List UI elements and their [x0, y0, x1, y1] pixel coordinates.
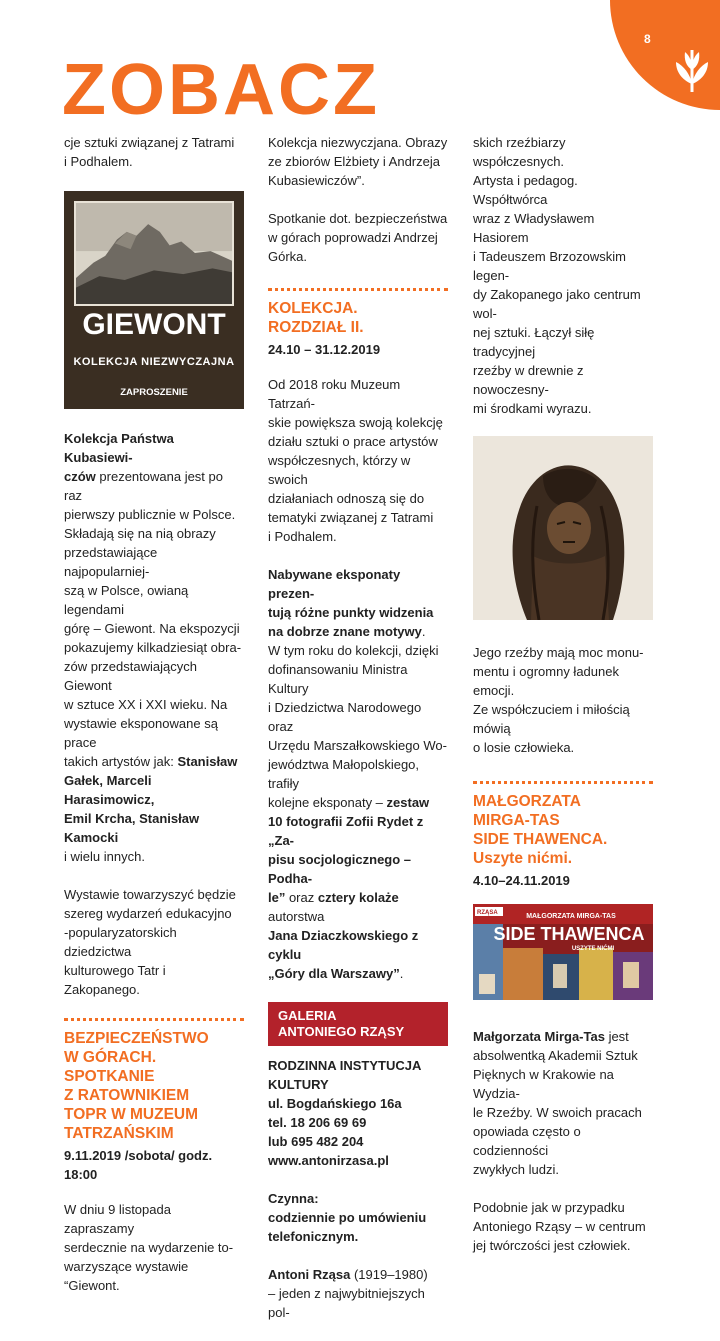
acq-bold-4: Jana Dziaczkowskiego z cyklu „Góry dla Warszawy”: [268, 928, 419, 981]
column-1: [64, 133, 244, 1314]
events-paragraph: Wystawie towarzyszyć będzie szereg wydarzeń edukacyjno -popularyzatorskich dziedzictwa kulturowego Tatr i Zakopanego.: [64, 887, 236, 997]
gallery-contact: RODZINNA INSTYTUCJA KULTURY ul. Bogdańskiego 16a tel. 18 206 69 69 lub 695 482 204 www.antonirzasa.pl: [268, 1058, 422, 1168]
side-thawenca-banner: [473, 904, 653, 1000]
dotted-divider: [268, 288, 448, 291]
mirga-paragraph: [473, 1027, 653, 1179]
collection-text: prezentowana jest po raz pierwszy publicznie w Polsce. Składają się na nią obrazy przedstawiające najpopularniej- szą w Polsce, owianą legendami górę – Giewont. Na ekspozycji pokazujemy kilkadziesiąt obra- zów przedstawiających Giewont w sztuce XX i XXI wieku. Na wystawie eksponowane są prace takich artystów jak:: [64, 469, 242, 769]
mirga-name: Małgorzata Mirga-Tas: [473, 1029, 605, 1044]
gallery-label-box: GALERIA ANTONIEGO RZĄSY: [268, 1002, 448, 1046]
artist-text: (1919–1980) – jeden z najwybitniejszych pol-: [268, 1267, 428, 1320]
acq-text-4: .: [399, 966, 404, 981]
acquisitions-paragraph: [268, 565, 448, 983]
wheat-leaf-icon: [672, 44, 712, 94]
mirga-text: jest absolwentką Akademii Sztuk Pięknych w Krakowie na Wydzia- le Rzeźby. W swoich pracach opowiada często o codzienności zwykłych ludzi.: [473, 1029, 642, 1177]
acq-bold-3: cztery kolaże: [317, 890, 399, 905]
page-number: 8: [644, 32, 651, 46]
event-date: 4.10–24.11.2019: [473, 873, 570, 888]
mountain-photo: [74, 201, 234, 306]
banner-subtitle: USZYTE NIĆMI: [571, 946, 615, 952]
dotted-divider: [64, 1018, 244, 1021]
section-heading-collection: KOLEKCJA. ROZDZIAŁ II.: [268, 300, 364, 336]
acq-text-3: autorstwa: [268, 909, 325, 924]
artists-list: Stanisław Gałek, Marceli Harasimowicz, Emil Krcha, Stanisław Kamocki: [64, 754, 238, 845]
collection-paragraph: [64, 429, 244, 866]
poster-invite: ZAPROSZENIE: [120, 387, 188, 398]
banner-logo: RZĄSA: [477, 910, 498, 916]
sculptor-paragraph: skich rzeźbiarzy współczesnych. Artysta i pedagog. Współtwórca wraz z Władysławem Hasiorem i Tadeuszem Brzozowskim legen- dy Zakopanego jako centrum wol- nej sztuki. Łączył siłę tradycyjnej rzeźby w drewnie z nowoczesny- mi środkami wyrazu.: [473, 135, 641, 416]
acq-bold-2: zestaw 10 fotografii Zofii Rydet z „Za- pisu socjologicznego – Podha- le”: [268, 795, 430, 905]
antoni-paragraph: [268, 1265, 448, 1322]
dotted-divider: [473, 781, 653, 784]
closing-paragraph: Podobnie jak w przypadku Antoniego Rząsy – w centrum jej twórczości jest człowiek.: [473, 1200, 646, 1253]
giewont-poster: [64, 191, 244, 409]
sculpture-photo: [473, 436, 653, 620]
page-title: ZOBACZ: [62, 50, 380, 130]
artist-name: Antoni Rząsa: [268, 1267, 351, 1282]
collection-continued: Kolekcja niezwyczjana. Obrazy ze zbiorów Elżbiety i Andrzeja Kubasiewiczów”.: [268, 135, 448, 188]
event-date: 24.10 – 31.12.2019: [268, 342, 381, 357]
section-heading-safety: BEZPIECZEŃSTWO W GÓRACH. SPOTKANIE Z RATOWNIKIEM TOPR W MUZEUM TATRZAŃSKIM: [64, 1030, 209, 1142]
banner-artist: MAŁGORZATA MIRGA-TAS: [526, 913, 616, 920]
banner-title: SIDE THAWENCA: [493, 924, 645, 944]
column-2: [268, 133, 448, 1341]
poster-subtitle: KOLEKCJA NIEZWYCZAJNA: [73, 356, 235, 368]
acq-bold-1: Nabywane eksponaty prezen- tują różne punkty widzenia na dobrze znane motywy: [268, 567, 434, 639]
event-date: 9.11.2019 /sobota/ godz. 18:00: [64, 1148, 213, 1182]
column-3: [473, 133, 653, 1274]
acq-text-1: . W tym roku do kolekcji, dzięki dofinansowaniu Ministra Kultury i Dziedzictwa Narodowego oraz Urzędu Marszałkowskiego Wo- jewództwa Małopolskiego, trafiły kolejne eksponaty –: [268, 624, 447, 810]
poster-title: GIEWONT: [82, 308, 226, 341]
gallery-hours: Czynna: codziennie po umówieniu telefonicznym.: [268, 1191, 427, 1244]
sculpture-paragraph: Jego rzeźby mają moc monu- mentu i ogromny ładunek emocji. Ze współczuciem i miłością mówią o losie człowieka.: [473, 645, 644, 755]
collection-name: Kolekcja Państwa Kubasiewi- czów: [64, 431, 174, 484]
invitation-paragraph: W dniu 9 listopada zapraszamy serdecznie na wydarzenie to- warzyszące wystawie “Giewont.: [64, 1202, 234, 1293]
intro-text: cje sztuki związanej z Tatrami i Podhalem.: [64, 135, 235, 169]
museum-paragraph: Od 2018 roku Muzeum Tatrzań- skie powiększa swoją kolekcję działu sztuki o prace artystów współczesnych, którzy w swoich działaniach odnoszą się do tematyki związanej z Tatrami i Podhalem.: [268, 377, 443, 544]
section-heading-mirga: MAŁGORZATA MIRGA-TAS SIDE THAWENCA. Uszyte nićmi.: [473, 793, 608, 867]
acq-text-2: oraz: [285, 890, 318, 905]
safety-speaker: Spotkanie dot. bezpieczeństwa w górach poprowadzi Andrzej Górka.: [268, 211, 448, 264]
collection-text-end: i wielu innych.: [64, 849, 145, 864]
